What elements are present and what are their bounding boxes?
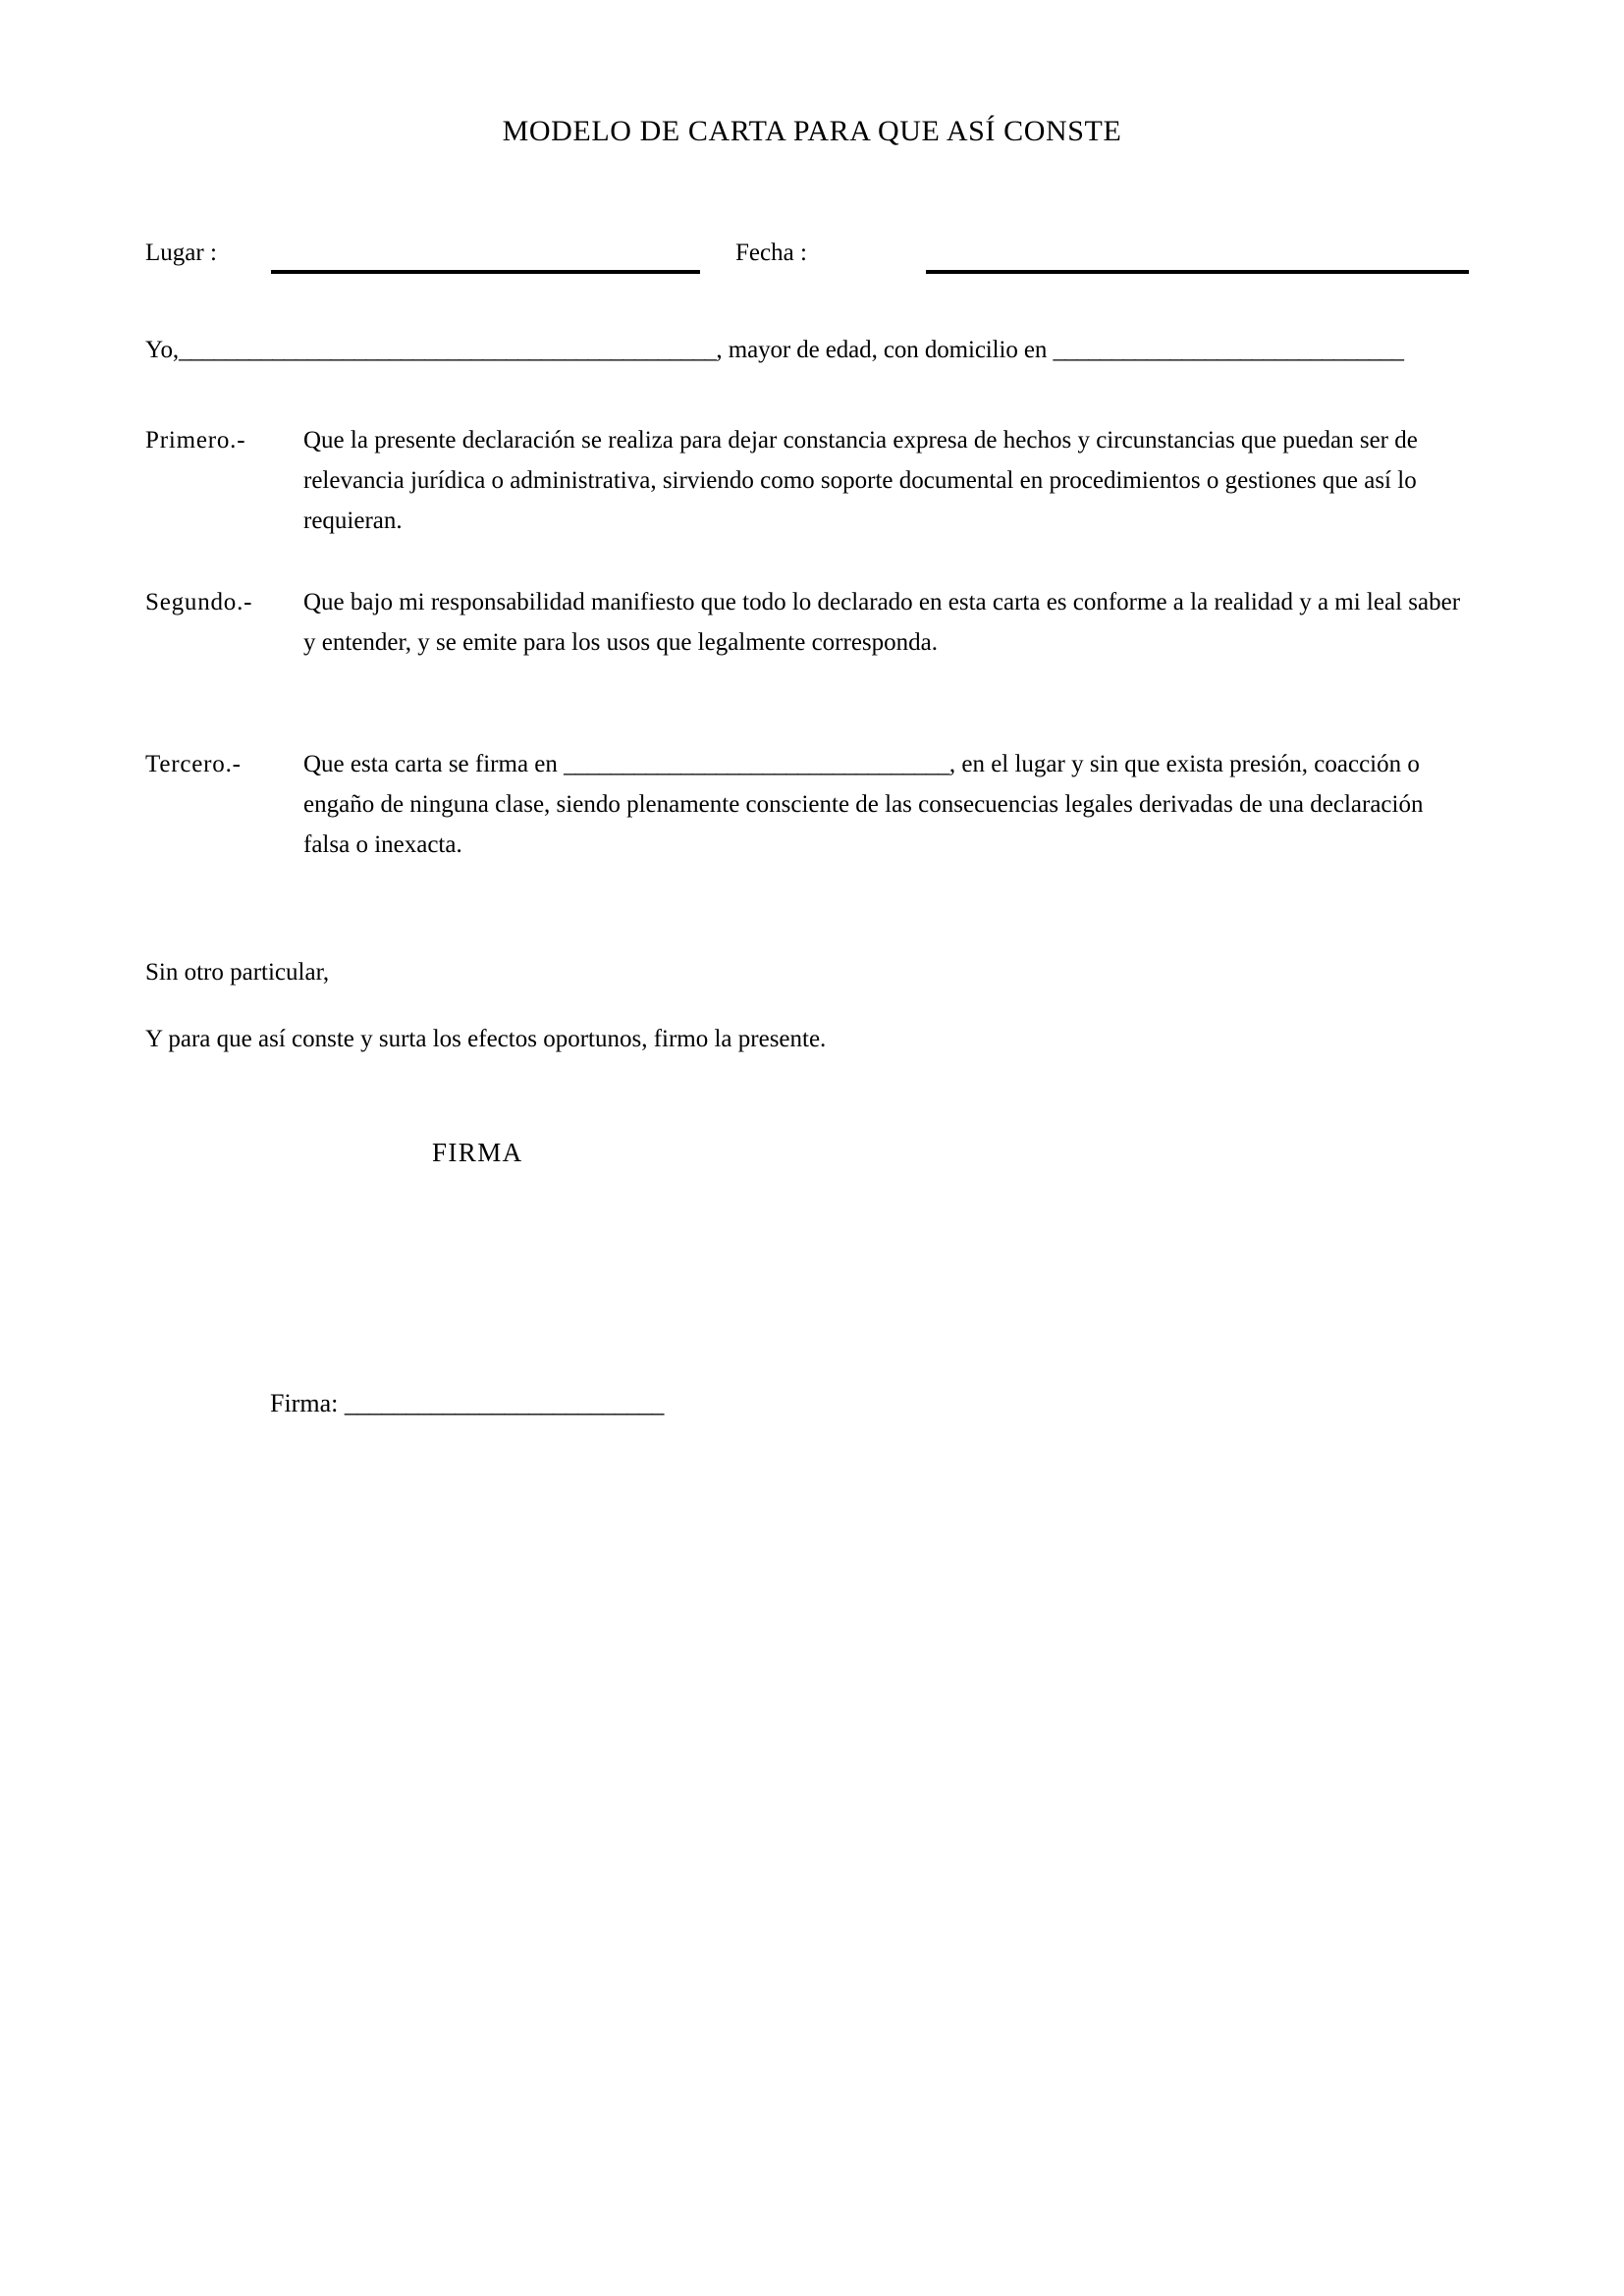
clause-primero-body [303, 420, 1475, 541]
clause-tercero-text-after: , en el lugar y sin que exista presión, coacción o engaño de ninguna clase, siendo plenamente consciente de las consecuencias legales derivadas de una declaración falsa o inexacta. [303, 751, 1424, 858]
signature-line [270, 1388, 664, 1419]
firma-heading: FIRMA [432, 1138, 523, 1167]
address-blank-field[interactable]: ______________________________ [1053, 337, 1404, 363]
closing-line-1: Sin otro particular, [145, 959, 330, 986]
clause-segundo-text: Que bajo mi responsabilidad manifiesto que todo lo declarado en esta carta es conforme a la realidad y a mi leal saber y entender, y se emite para los usos que legalmente corresponda. [303, 589, 1461, 656]
clause-segundo-body [303, 582, 1475, 663]
clause-tercero-body [303, 744, 1475, 865]
fecha-input-rule[interactable] [926, 270, 1469, 274]
firma-label: Firma: [270, 1389, 339, 1417]
identification-prefix: Yo, [145, 337, 180, 363]
clause-segundo-label: Segundo.- [145, 589, 253, 615]
clause-primero-label: Primero.- [145, 427, 246, 454]
lugar-label: Lugar : [145, 240, 217, 266]
fecha-label: Fecha : [735, 240, 807, 266]
clause-tercero-label: Tercero.- [145, 751, 242, 777]
clause-primero-text: Que la presente declaración se realiza para dejar constancia expresa de hechos y circunstancias que puedan ser de relevancia jurídica o administrativa, sirviendo como soporte documental en procedimientos o gestiones que así lo requieran. [303, 427, 1418, 534]
name-blank-field[interactable]: ______________________________________________ [179, 337, 717, 363]
page-title: MODELO DE CARTA PARA QUE ASÍ CONSTE [502, 115, 1122, 147]
identification-middle-text: , mayor de edad, con domicilio en [716, 337, 1048, 363]
clause-tercero-text-before: Que esta carta se firma en [303, 751, 565, 777]
header-fields-row [145, 239, 1520, 286]
identification-line [145, 335, 1624, 366]
firma-blank-field[interactable]: __________________________ [344, 1389, 664, 1417]
clause-tercero-text [303, 744, 1475, 865]
lugar-input-rule[interactable] [271, 270, 700, 274]
closing-line-2: Y para que así conste y surta los efectos oportunos, firmo la presente. [145, 1026, 827, 1052]
clause-tercero-blank-field[interactable]: _________________________________ [564, 751, 949, 777]
